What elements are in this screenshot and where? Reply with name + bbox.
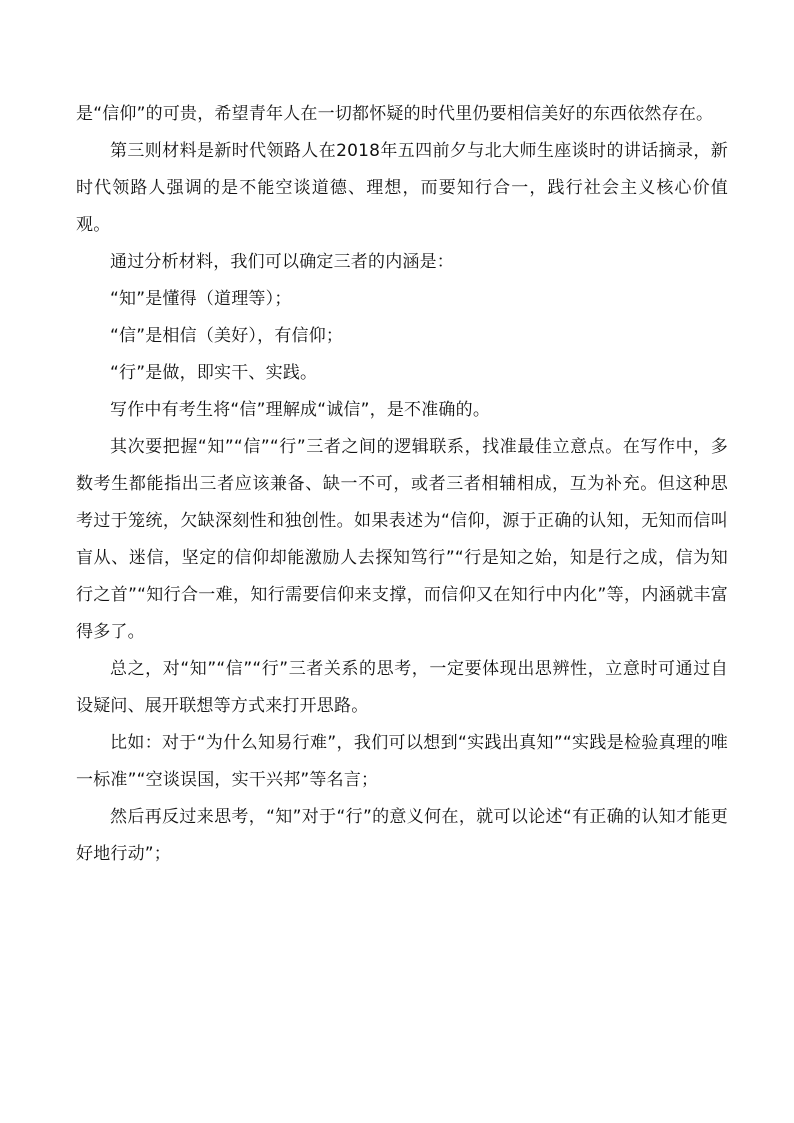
body-text — [76, 96, 728, 873]
paragraph-continuation: 是“信仰”的可贵，希望青年人在一切都怀疑的时代里仍要相信美好的东西依然存在。 — [76, 104, 714, 124]
definition-xin: “信”是相信（美好），有信仰； — [110, 326, 344, 346]
paragraph-reverse-thinking: 然后再反过来思考，“知”对于“行”的意义何在，就可以论述“有正确的认知才能更好地行动”； — [76, 807, 728, 864]
definition-xing: “行”是做，即实干、实践。 — [110, 363, 318, 383]
paragraph-common-error: 写作中有考生将“信”理解成“诚信”，是不准确的。 — [110, 400, 491, 420]
paragraph-third-material: 第三则材料是新时代领路人在2018年五四前夕与北大师生座谈时的讲话摘录，新时代领路人强调的是不能空谈道德、理想，而要知行合一，践行社会主义核心价值观。 — [76, 141, 728, 235]
paragraph-summary: 总之，对“知”“信”“行”三者关系的思考，一定要体现出思辨性，立意时可通过自设疑问、展开联想等方式来打开思路。 — [76, 659, 728, 716]
paragraph-example: 比如：对于“为什么知易行难”，我们可以想到“实践出真知”“实践是检验真理的唯一标准”“空谈误国，实干兴邦”等名言； — [76, 733, 728, 790]
definition-zhi: “知”是懂得（道理等）； — [110, 289, 292, 309]
paragraph-logic-relation: 其次要把握“知”“信”“行”三者之间的逻辑联系，找准最佳立意点。在写作中，多数考生都能指出三者应该兼备、缺一不可，或者三者相辅相成，互为补充。但这种思考过于笼统，欠缺深刻性和独创性。如果表述为“信仰，源于正确的认知，无知而信叫盲从、迷信，坚定的信仰却能激励人去探知笃行”“行是知之始，知是行之成，信为知行之首”“知行合一难，知行需要信仰来支撑，而信仰又在知行中内化”等，内涵就丰富得多了。 — [76, 437, 728, 642]
paragraph-analysis-intro: 通过分析材料，我们可以确定三者的内涵是： — [110, 252, 454, 272]
